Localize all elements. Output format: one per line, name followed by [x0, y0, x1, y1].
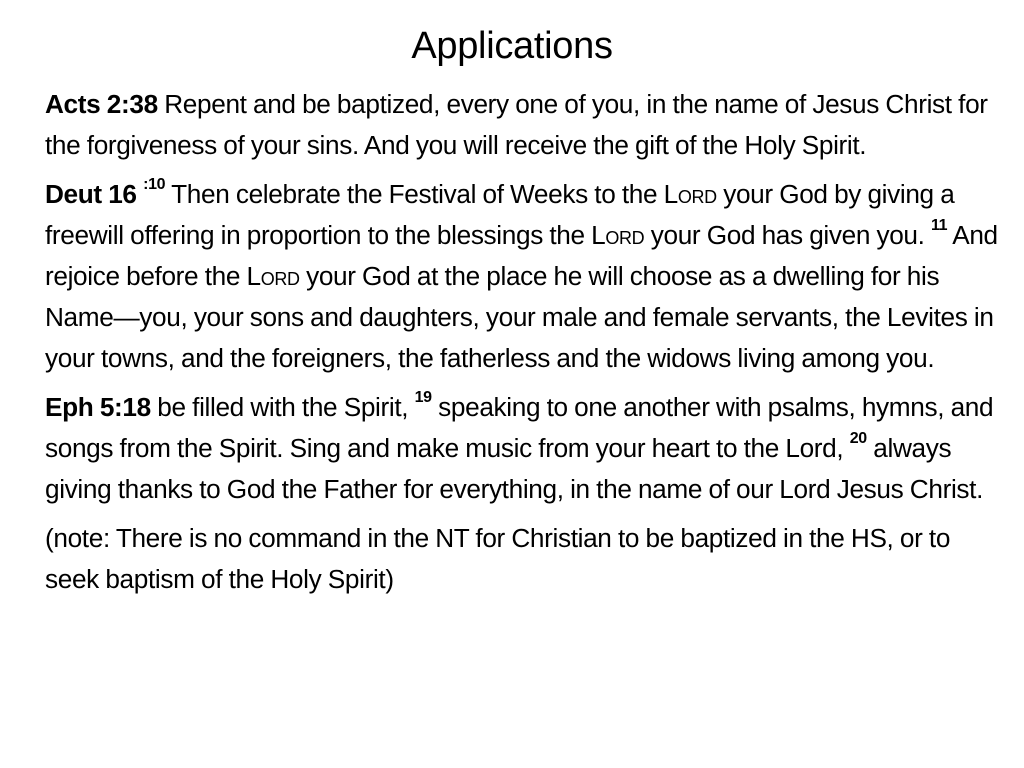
lord-smallcaps-1: Lord — [663, 179, 717, 209]
acts-paragraph — [45, 84, 1005, 166]
verse-number-19: 19 — [414, 389, 432, 407]
deut-text-5: your God at the place he will choose as a dwelling for his Name—you, your sons and daughters, your male and female servants, the Levites in your towns, and the foreigners, the fatherless and the widows living among you. — [45, 261, 994, 373]
deut-text-1: Then celebrate the Festival of Weeks to the — [165, 179, 664, 209]
deut-reference: Deut 16 — [45, 179, 137, 209]
acts-text: Repent and be baptized, every one of you, in the name of Jesus Christ for the forgiveness of your sins. And you will receive the gift of the Holy Spirit. — [45, 89, 988, 160]
verse-number-20: 20 — [849, 430, 867, 448]
eph-reference: Eph 5:18 — [45, 392, 151, 422]
slide-title: Applications — [411, 25, 613, 67]
acts-reference: Acts 2:38 — [45, 89, 158, 119]
note-paragraph: (note: There is no command in the NT for Christian to be baptized in the HS, or to seek baptism of the Holy Spirit) — [45, 523, 951, 594]
slide-body — [45, 84, 1005, 608]
deut-text-3: your God has given you. — [644, 220, 931, 250]
eph-paragraph — [45, 387, 1005, 510]
deut-paragraph — [45, 174, 1005, 379]
lord-smallcaps-2: Lord — [591, 220, 645, 250]
verse-number-10: :10 — [143, 176, 166, 194]
eph-text-3: always giving thanks to God the Father for everything, in the name of our Lord Jesus Christ. — [45, 433, 984, 504]
lord-smallcaps-3: Lord — [246, 261, 300, 291]
deut-text-4: And rejoice before the — [45, 220, 998, 291]
eph-text-1: be filled with the Spirit, — [150, 392, 415, 422]
verse-number-11: 11 — [931, 217, 948, 235]
deut-text-2: your God by giving a freewill offering in proportion to the blessings the — [45, 179, 955, 250]
eph-text-2: speaking to one another with psalms, hymns, and songs from the Spirit. Sing and make music from your heart to the Lord, — [45, 392, 994, 463]
